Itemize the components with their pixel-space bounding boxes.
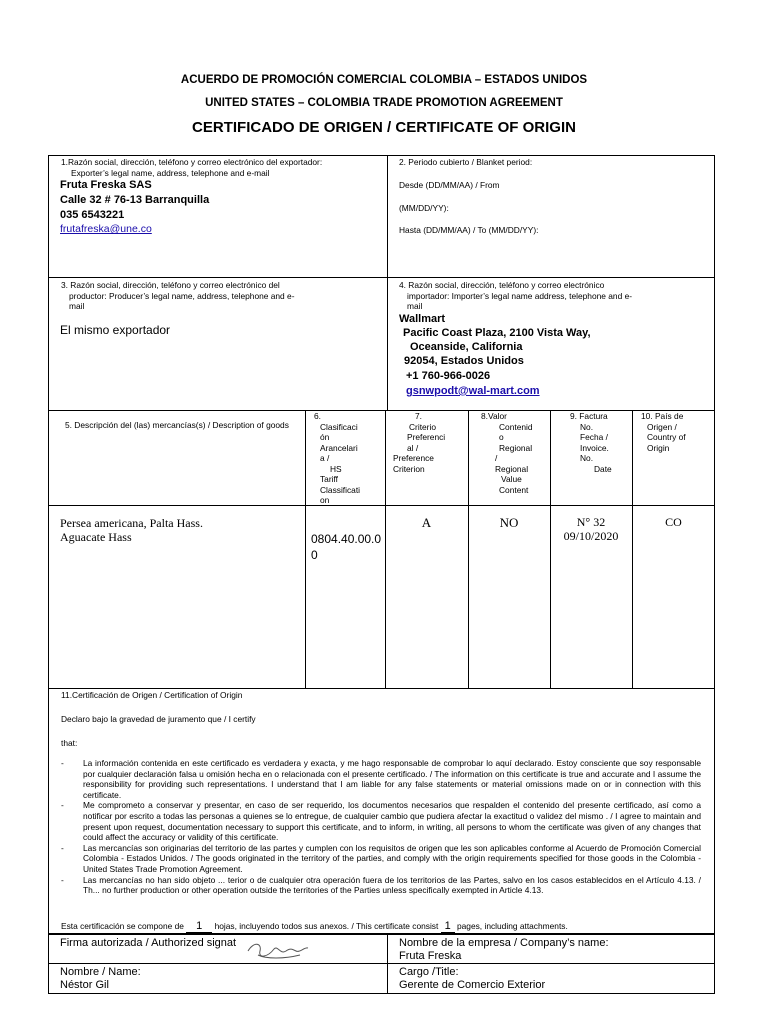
divider: [387, 155, 388, 410]
period-to: Hasta (DD/MM/AA) / To (MM/DD/YY):: [399, 225, 539, 235]
importer-address1: Pacific Coast Plaza, 2100 Vista Way,: [403, 327, 591, 339]
signer-title: Gerente de Comercio Exterior: [399, 979, 546, 991]
regional-value-content-header: 8.Valor Contenid o Regional / Regional Value Content: [481, 411, 533, 495]
page-count-statement: Esta certificación se compone de 1 hojas, incluyendo todos sus anexos. / This certificate consist 1 pages, including attachments.: [61, 920, 568, 932]
importer-address3: 92054, Estados Unidos: [404, 355, 524, 367]
name-label: Nombre / Name:: [60, 966, 141, 978]
invoice-info: N° 32 09/10/2020: [563, 515, 619, 543]
page-count-pages: 1: [441, 921, 455, 933]
period-from-format: (MM/DD/YY):: [399, 203, 449, 213]
agreement-title-en: UNITED STATES – COLOMBIA TRADE PROMOTION AGREEMENT: [205, 97, 563, 109]
divider: [468, 410, 469, 688]
exporter-label: 1.Razón social, dirección, teléfono y correo electrónico del exportador: Exporter’s legal name, address, telephone and e-mail: [61, 157, 323, 178]
exporter-name: Fruta Freska SAS: [60, 179, 152, 191]
divider: [385, 410, 386, 688]
title-block: [399, 966, 545, 992]
company-name: Fruta Freska: [399, 950, 462, 962]
importer-phone: +1 760-966-0026: [406, 370, 491, 382]
divider: [387, 934, 388, 994]
certification-statement-3: Las mercancías son originarias del territorio de las partes y cumplen con los requisitos de origen que les son aplicables conforme al Acuerdo de Promoción Comercial Colombia - Estados Unidos. / The goods originated in the territory of the parties, and comply with the origin requirements specified for those goods in the Colombia - United States Trade Promotion Agreement.: [83, 842, 701, 874]
certification-statement-4: Las mercancías no han sido objeto ... terior o de cualquier otra operación fuera de los territorios de las Partes, salvo en los casos establecidos en el Artículo 4.13. / Th... no further production or other operation outside the territories of the Parties unless specifically exempted in Article 4.13.: [83, 874, 701, 896]
exporter-email-link[interactable]: frutafreska@une.co: [60, 223, 152, 235]
company-block: [399, 937, 609, 963]
authorized-signature-label: Firma autorizada / Authorized signat: [60, 937, 237, 949]
goods-description: Persea americana, Palta Hass. Aguacate Hass: [60, 516, 203, 544]
invoice-header: 9. Factura No. Fecha / Invoice. No. Date: [570, 411, 612, 474]
divider: [48, 688, 715, 689]
preference-criterion-header: 7. Criterio Preferenci al / Preference Criterion: [393, 411, 446, 474]
exporter-address: Calle 32 # 76-13 Barranquilla: [60, 194, 210, 206]
importer-label: 4. Razón social, dirección, teléfono y correo electrónico importador: Importer’s legal name address, telephone and e- mail: [399, 280, 633, 311]
certification-statements: - La información contenida en este certificado es verdadera y exacta, y me hago responsable de comprobar lo aquí declarado. Estoy consciente que soy responsable por cualquier declaración falsa u omisión hecha en o relacionada con el presente certificado. / The information on this certificate is true and accurate and I assume the responsibility for providing such representations. I understand that I am liable for any false statements or material omissions made on or in connection with this certificate. - Me comprometo a conservar y presentar, en caso de ser requerido, los documentos necesarios que respalden el contenido del presente certificado, así como a notificar por escrito a todas las personas a quienes se lo entregue, de cualquier cambio que pudiera afectar la exactitud o validez del mismo . / I agree to maintain and present upon request, documentation necessary to support this certificate, and to inform, in writing, all persons to whom the certificate was given of any changes that could affect the accuracy or validity of this certificate. - Las mercancías son originarias del territorio de las partes y cumplen con los requisitos de origen que les son aplicables conforme al Acuerdo de Promoción Comercial Colombia - Estados Unidos. / The goods originated in the territory of the parties, and comply with the origin requirements specified for those goods in the Colombia - United States Trade Promotion Agreement. - Las mercancías no han sido objeto ... terior o de cualquier otra operación fuera de los territorios de las Partes, salvo en los casos establecidos en el Artículo 4.13. / Th... no further production or other operation outside the territories of the Parties unless specifically exempted in Article 4.13.: [61, 758, 701, 896]
goods-description-header: 5. Descripción del (las) mercancías(s) / Description of goods: [65, 420, 289, 430]
divider: [632, 410, 633, 688]
country-origin-header: 10. País de Origen / Country of Origin: [641, 411, 686, 453]
divider: [305, 410, 306, 688]
signer-name: Néstor Gil: [60, 979, 109, 991]
certification-statement-1: La información contenida en este certificado es verdadera y exacta, y me hago responsable de comprobar lo aquí declarado. Estoy consciente que soy responsable por cualquier declaración falsa u omisión hecha en o relacionada con el presente certificado. / The information on this certificate is true and accurate and I assume the responsibility for providing such representations. I understand that I am liable for any false statements or material omissions made on or in connection with this certificate.: [83, 758, 701, 800]
certificate-title: CERTIFICADO DE ORIGEN / CERTIFICATE OF ORIGIN: [192, 119, 576, 136]
divider: [48, 277, 715, 278]
divider: [48, 963, 715, 964]
preference-criterion: A: [421, 515, 432, 530]
producer-value: El mismo exportador: [60, 323, 171, 337]
certification-statement-2: Me comprometo a conservar y presentar, en caso de ser requerido, los documentos necesarios que respalden el contenido del presente certificado, así como a notificar por escrito a todas las personas a quienes se lo entregue, de cualquier cambio que pudiera afectar la exactitud o validez del mismo . / I agree to maintain and present upon request, documentation necessary to support this certificate, and to inform, in writing, all persons to whom the certificate was given of any changes that could affect the accuracy or validity of this certificate.: [83, 800, 701, 843]
certification-that: that:: [61, 738, 78, 748]
exporter-phone: 035 6543221: [60, 209, 125, 221]
hs-code: 0804.40.00.0 0: [311, 532, 382, 562]
company-label: Nombre de la empresa / Company’s name:: [399, 937, 609, 949]
period-label: 2. Periodo cubierto / Blanket period:: [399, 157, 533, 167]
page-count-sheets: 1: [186, 921, 212, 933]
certification-title: 11.Certificación de Origen / Certification of Origin: [61, 690, 243, 700]
agreement-title-es: ACUERDO DE PROMOCIÓN COMERCIAL COLOMBIA – ESTADOS UNIDOS: [180, 74, 588, 86]
divider: [550, 410, 551, 688]
handwritten-signature: [244, 937, 314, 963]
importer-email-link[interactable]: gsnwpodt@wal-mart.com: [406, 385, 540, 397]
producer-label: 3. Razón social, dirección, teléfono y correo electrónico del productor: Producer’s legal name, address, telephone and e- mail: [61, 280, 295, 311]
hs-classification-header: 6. Clasificaci ón Arancelari a / HS Tariff Classificati on: [314, 411, 361, 505]
country-of-origin: CO: [665, 515, 682, 529]
importer-address2: Oceanside, California: [410, 341, 523, 353]
name-block: [60, 966, 141, 992]
regional-value-content: NO: [499, 515, 519, 530]
title-label: Cargo /Title:: [399, 966, 459, 978]
certification-declare: Declaro bajo la gravedad de juramento que / I certify: [61, 714, 256, 724]
importer-name: Wallmart: [399, 313, 446, 325]
period-from: Desde (DD/MM/AA) / From: [399, 180, 500, 190]
